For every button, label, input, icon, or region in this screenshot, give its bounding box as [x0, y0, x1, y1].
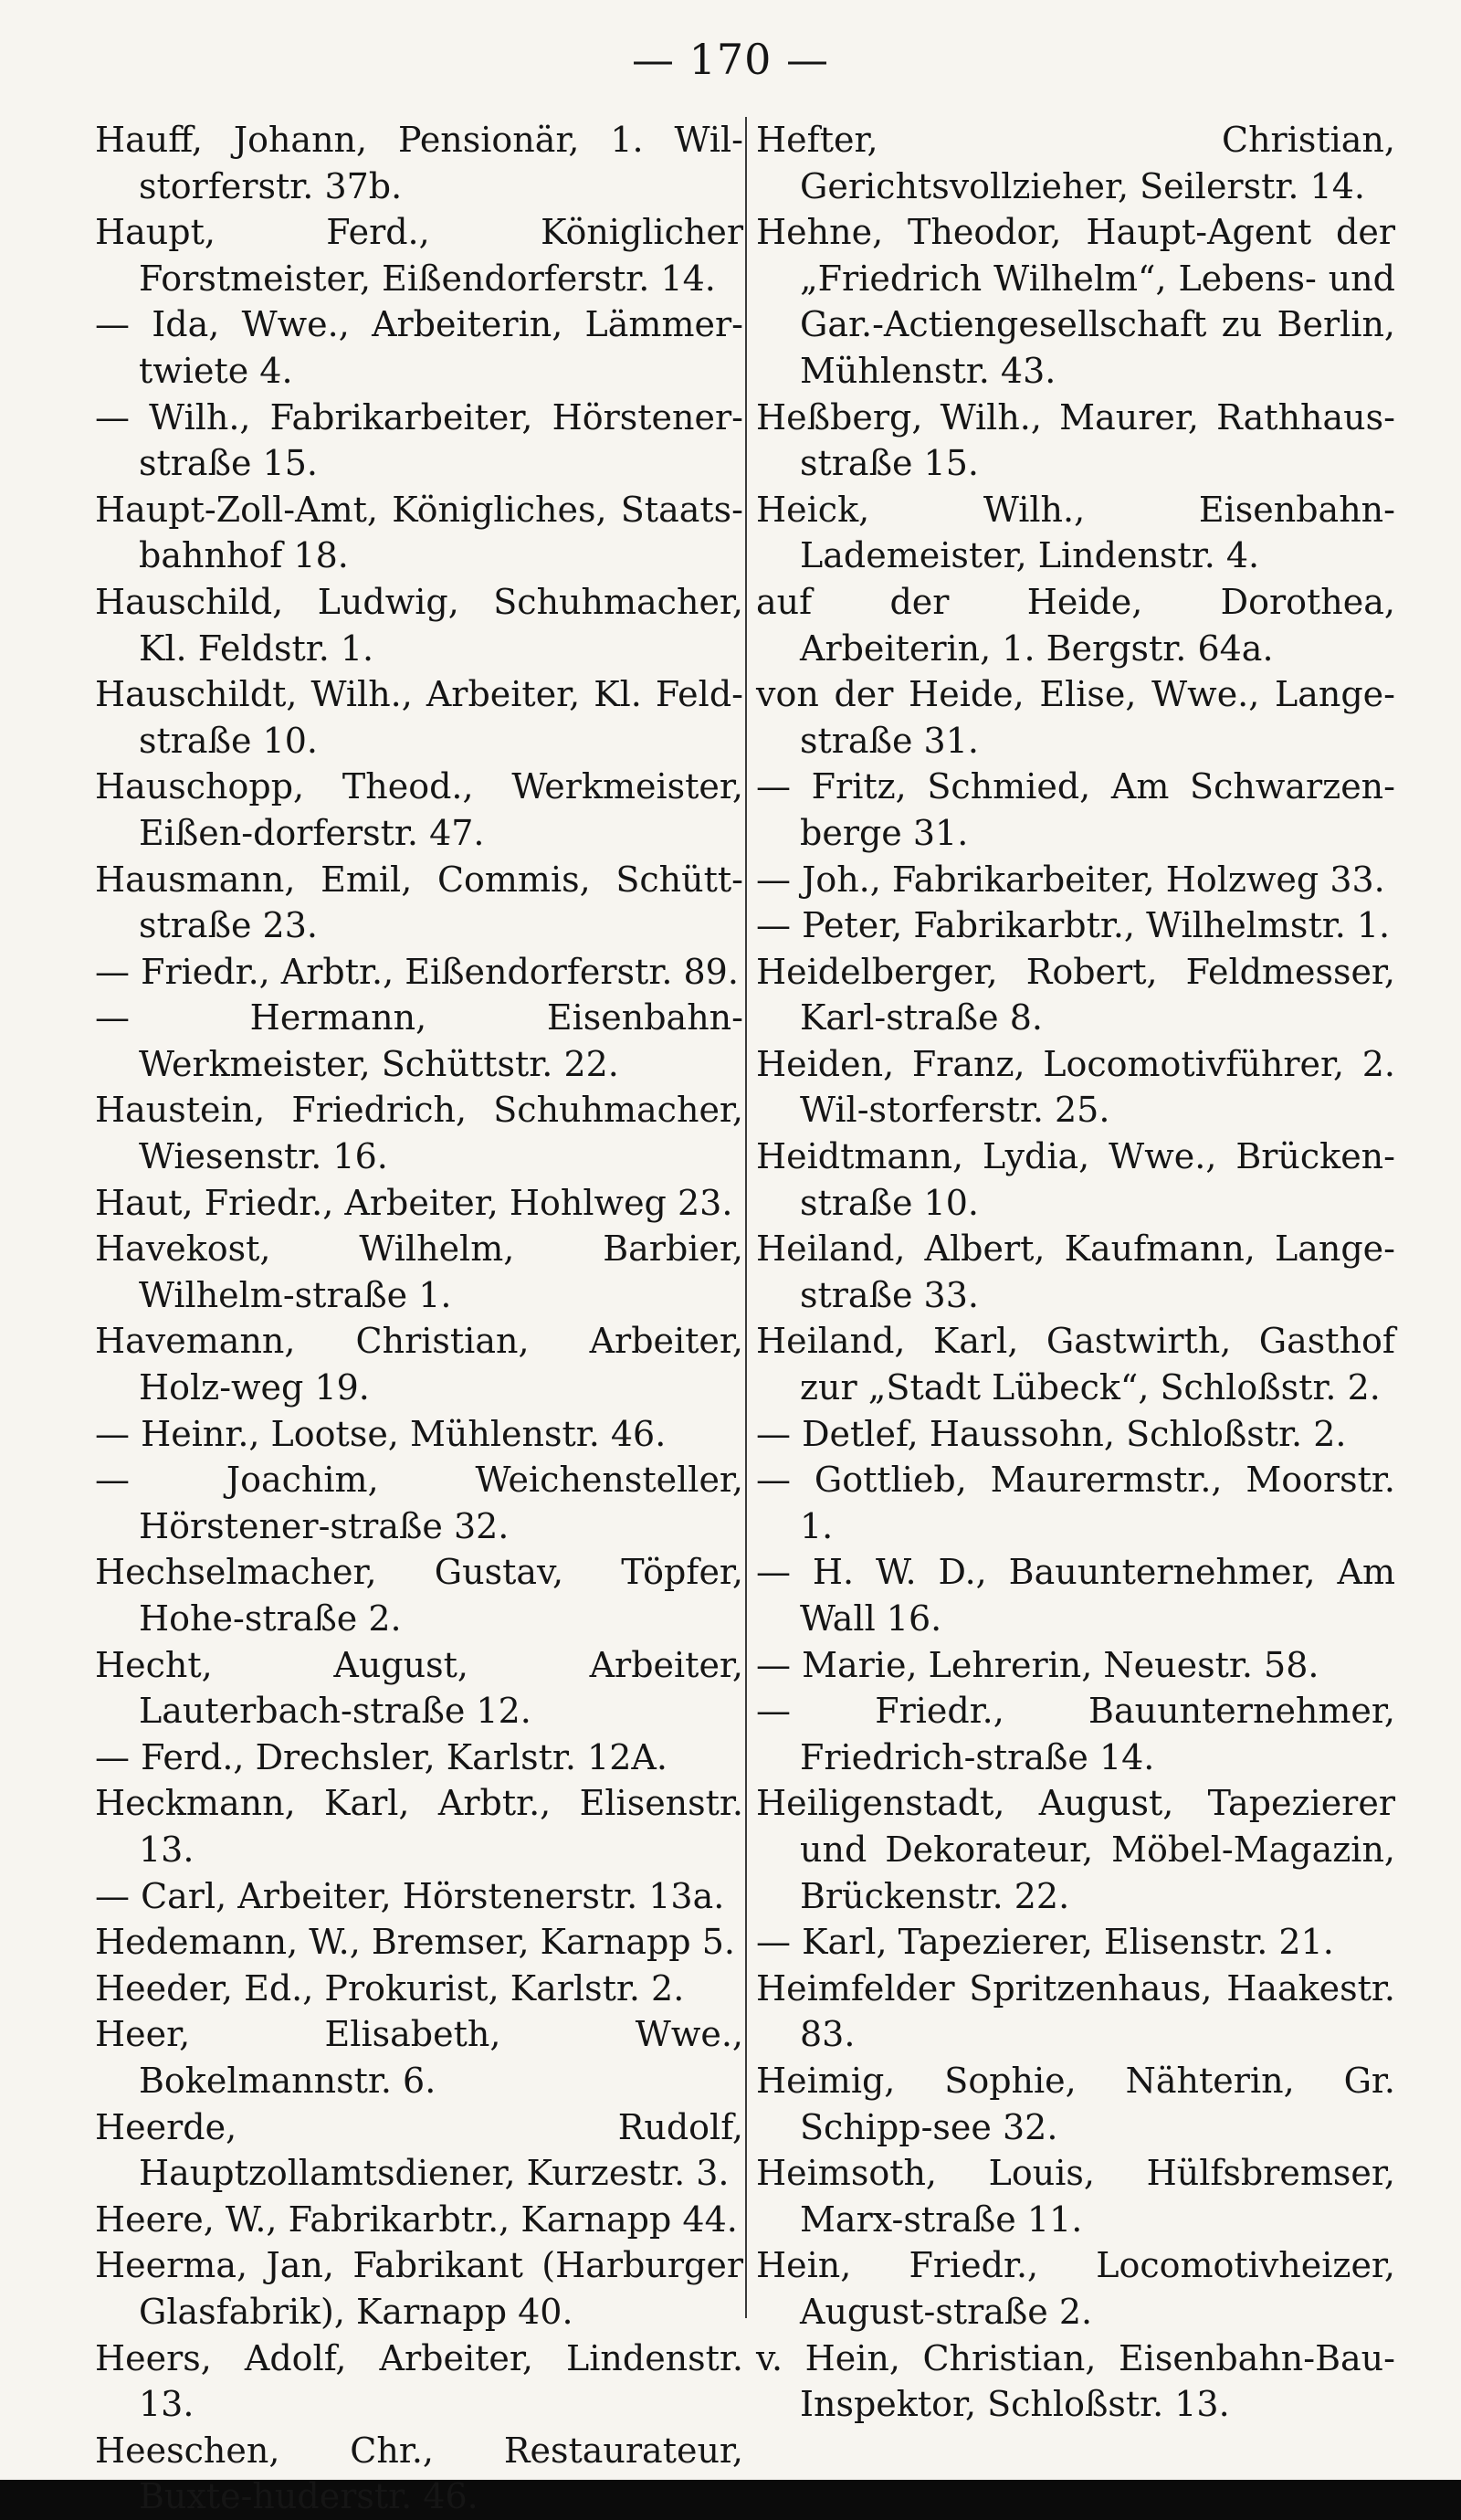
- directory-entry: Heimfelder Spritzenhaus, Haakestr. 83.: [756, 1967, 1395, 2055]
- column-divider: [745, 117, 747, 2318]
- directory-entry: — Peter, Fabrikarbtr., Wilhelmstr. 1.: [756, 905, 1391, 946]
- directory-entry: von der Heide, Elise, Wwe., Lange-straße 31.: [756, 674, 1395, 761]
- directory-entry: — Ida, Wwe., Arbeiterin, Lämmer-twiete 4.: [95, 304, 743, 391]
- directory-entry: — Gottlieb, Maurermstr., Moorstr. 1.: [756, 1460, 1395, 1546]
- directory-entry: Heick, Wilh., Eisenbahn-Lademeister, Lindenstr. 4.: [756, 489, 1395, 576]
- directory-entry: v. Hein, Christian, Eisenbahn-Bau-Inspektor, Schloßstr. 13.: [756, 2337, 1395, 2425]
- right-column: [756, 117, 1395, 2428]
- directory-entry: Hehne, Theodor, Haupt-Agent der „Friedrich Wilhelm“, Lebens- und Gar.-Actiengesellschaft zu Berlin, Mühlenstr. 43.: [756, 212, 1395, 391]
- directory-entry: Heer, Elisabeth, Wwe., Bokelmannstr. 6.: [95, 2014, 743, 2101]
- directory-entry: Hauff, Johann, Pensionär, 1. Wil-storferstr. 37b.: [95, 120, 743, 206]
- directory-entry: Heiligenstadt, August, Tapezierer und Dekorateur, Möbel-Magazin, Brückenstr. 22.: [756, 1783, 1395, 1916]
- directory-entry: Hauschildt, Wilh., Arbeiter, Kl. Feld-straße 10.: [95, 674, 743, 761]
- page-number: — 170 —: [631, 35, 830, 84]
- directory-entry: Havekost, Wilhelm, Barbier, Wilhelm-straße 1.: [95, 1228, 743, 1315]
- directory-entry: — Joachim, Weichensteller, Hörstener-straße 32.: [95, 1460, 743, 1546]
- directory-entry: Heßberg, Wilh., Maurer, Rathhaus-straße 15.: [756, 396, 1395, 484]
- directory-entry: — Joh., Fabrikarbeiter, Holzweg 33.: [756, 859, 1385, 900]
- directory-entry: Heimsoth, Louis, Hülfsbremser, Marx-straße 11.: [756, 2153, 1395, 2240]
- directory-entry: Heerde, Rudolf, Hauptzollamtsdiener, Kurzestr. 3.: [95, 2106, 743, 2194]
- directory-entry: Hefter, Christian, Gerichtsvollzieher, Seilerstr. 14.: [756, 120, 1395, 206]
- directory-entry: — Friedr., Bauunternehmer, Friedrich-straße 14.: [756, 1691, 1395, 1777]
- directory-entry: — H. W. D., Bauunternehmer, Am Wall 16.: [756, 1552, 1395, 1639]
- directory-entry: Haupt, Ferd., Königlicher Forstmeister, Eißendorferstr. 14.: [95, 212, 743, 299]
- directory-entry: Heeschen, Chr., Restaurateur, Buxte-huderstr. 46.: [95, 2430, 743, 2517]
- directory-entry: Heers, Adolf, Arbeiter, Lindenstr. 13.: [95, 2337, 743, 2425]
- directory-entry: Heidelberger, Robert, Feldmesser, Karl-straße 8.: [756, 951, 1395, 1039]
- directory-entry: — Marie, Lehrerin, Neuestr. 58.: [756, 1644, 1319, 1685]
- directory-entry: — Karl, Tapezierer, Elisenstr. 21.: [756, 1922, 1334, 1963]
- directory-entry: Hechselmacher, Gustav, Töpfer, Hohe-straße 2.: [95, 1552, 743, 1639]
- directory-entry: Heerma, Jan, Fabrikant (Harburger Glasfabrik), Karnapp 40.: [95, 2245, 743, 2332]
- directory-entry: — Fritz, Schmied, Am Schwarzen-berge 31.: [756, 766, 1395, 853]
- directory-entry: Haupt-Zoll-Amt, Königliches, Staats-bahnhof 18.: [95, 489, 743, 576]
- directory-entry: auf der Heide, Dorothea, Arbeiterin, 1. Bergstr. 64a.: [756, 581, 1395, 669]
- directory-entry: — Carl, Arbeiter, Hörstenerstr. 13a.: [95, 1875, 725, 1916]
- directory-entry: Haustein, Friedrich, Schuhmacher, Wiesenstr. 16.: [95, 1090, 743, 1177]
- left-column: [95, 117, 743, 2520]
- directory-entry: — Hermann, Eisenbahn-Werkmeister, Schüttstr. 22.: [95, 997, 743, 1084]
- directory-entry: Heiden, Franz, Locomotivführer, 2. Wil-storferstr. 25.: [756, 1043, 1395, 1131]
- directory-entry: — Detlef, Haussohn, Schloßstr. 2.: [756, 1413, 1347, 1454]
- directory-entry: — Wilh., Fabrikarbeiter, Hörstener-straße 15.: [95, 396, 743, 484]
- directory-entry: Haut, Friedr., Arbeiter, Hohlweg 23.: [95, 1182, 733, 1223]
- directory-entry: Hausmann, Emil, Commis, Schütt-straße 23.: [95, 859, 743, 946]
- directory-entry: Heiland, Albert, Kaufmann, Lange-straße 33.: [756, 1228, 1395, 1315]
- directory-entry: Hein, Friedr., Locomotivheizer, August-straße 2.: [756, 2245, 1395, 2332]
- directory-entry: Heckmann, Karl, Arbtr., Elisenstr. 13.: [95, 1783, 743, 1870]
- directory-entry: Heiland, Karl, Gastwirth, Gasthof zur „Stadt Lübeck“, Schloßstr. 2.: [756, 1321, 1395, 1408]
- directory-entry: Heidtmann, Lydia, Wwe., Brücken-straße 10.: [756, 1136, 1395, 1223]
- directory-entry: Hauschopp, Theod., Werkmeister, Eißen-dorferstr. 47.: [95, 766, 743, 853]
- directory-entry: — Friedr., Arbtr., Eißendorferstr. 89.: [95, 951, 739, 992]
- directory-entry: Heimig, Sophie, Nähterin, Gr. Schipp-see 32.: [756, 2060, 1395, 2147]
- directory-entry: Heeder, Ed., Prokurist, Karlstr. 2.: [95, 1967, 685, 2009]
- directory-entry: Hecht, August, Arbeiter, Lauterbach-straße 12.: [95, 1644, 743, 1732]
- directory-entry: — Heinr., Lootse, Mühlenstr. 46.: [95, 1413, 667, 1454]
- directory-entry: Hedemann, W., Bremser, Karnapp 5.: [95, 1922, 735, 1963]
- directory-entry: — Ferd., Drechsler, Karlstr. 12A.: [95, 1736, 667, 1777]
- directory-entry: Havemann, Christian, Arbeiter, Holz-weg 19.: [95, 1321, 743, 1408]
- directory-entry: Heere, W., Fabrikarbtr., Karnapp 44.: [95, 2198, 738, 2240]
- directory-entry: Hauschild, Ludwig, Schuhmacher, Kl. Feldstr. 1.: [95, 581, 743, 669]
